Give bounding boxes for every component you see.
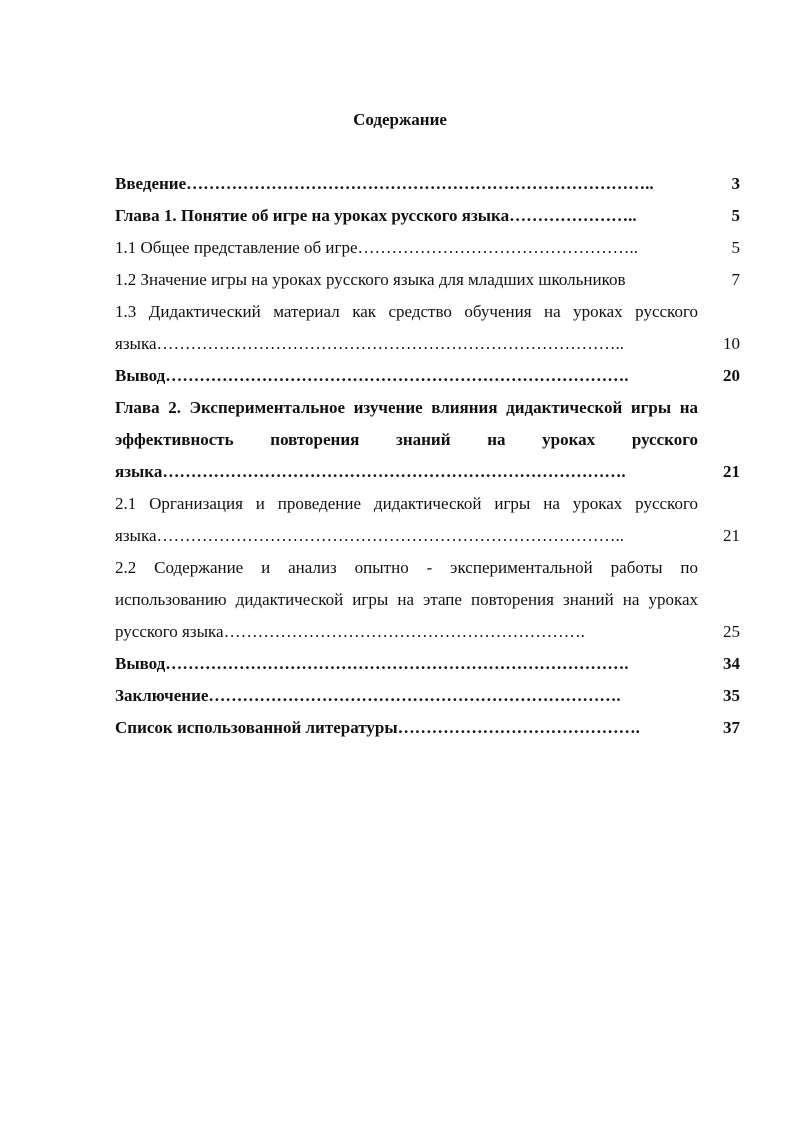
toc-title: Содержание — [353, 110, 447, 129]
toc-entry-section-1-2 — [115, 264, 740, 296]
toc-entry-text: Список использованной литературы……………………………………. — [115, 718, 640, 737]
toc-entry-section-1-1 — [115, 232, 740, 264]
toc-entry-text: Заключение………………………………………………………………. — [115, 686, 621, 705]
toc-entry-chapter-2 — [115, 392, 740, 488]
toc-entry-page: 7 — [731, 270, 740, 289]
toc-entry-text: 2.1 Организация и проведение дидактической игры на уроках русского языка……………………………………………………………………….. — [115, 494, 698, 545]
toc-entry-page: 21 — [723, 526, 740, 545]
toc-entry-text: Глава 2. Экспериментальное изучение влияния дидактической игры на эффективность повторения знаний на уроках русского языка………………………………………………………………………. — [115, 398, 698, 481]
toc-entry-text: 1.2 Значение игры на уроках русского языка для младших школьников — [115, 270, 626, 289]
toc-entry-section-2-2 — [115, 552, 740, 648]
toc-entry-conclusion-chapter-2 — [115, 648, 740, 680]
toc-entry-text: 2.2 Содержание и анализ опытно - экспериментальной работы по использованию дидактической игры на этапе повторения знаний на уроках русского языка………………………………………………………. — [115, 558, 698, 641]
toc-entry-text: Вывод………………………………………………………………………. — [115, 366, 629, 385]
toc-entry-page: 25 — [723, 622, 740, 641]
toc-entry-page: 35 — [723, 686, 740, 705]
table-of-contents — [115, 168, 740, 744]
toc-entry-text: 1.1 Общее представление об игре………………………………………….. — [115, 238, 638, 257]
toc-entry-text: 1.3 Дидактический материал как средство обучения на уроках русского языка……………………………………………………………………….. — [115, 302, 698, 353]
toc-entry-page: 37 — [723, 718, 740, 737]
toc-entry-page: 20 — [723, 366, 740, 385]
toc-entry-page: 5 — [731, 206, 740, 225]
toc-entry-page: 3 — [731, 174, 740, 193]
toc-entry-page: 34 — [723, 654, 740, 673]
toc-entry-page: 21 — [723, 462, 740, 481]
toc-entry-conclusion — [115, 680, 740, 712]
toc-entry-section-1-3 — [115, 296, 740, 360]
toc-entry-section-2-1 — [115, 488, 740, 552]
toc-entry-text: Вывод………………………………………………………………………. — [115, 654, 629, 673]
toc-entry-bibliography — [115, 712, 740, 744]
toc-entry-conclusion-chapter-1 — [115, 360, 740, 392]
toc-entry-intro — [115, 168, 740, 200]
toc-entry-page: 5 — [731, 238, 740, 257]
toc-entry-text: Глава 1. Понятие об игре на уроках русского языка………………….. — [115, 206, 637, 225]
toc-entry-text: Введение……………………………………………………………………….. — [115, 174, 654, 193]
toc-entry-chapter-1 — [115, 200, 740, 232]
toc-entry-page: 10 — [723, 334, 740, 353]
